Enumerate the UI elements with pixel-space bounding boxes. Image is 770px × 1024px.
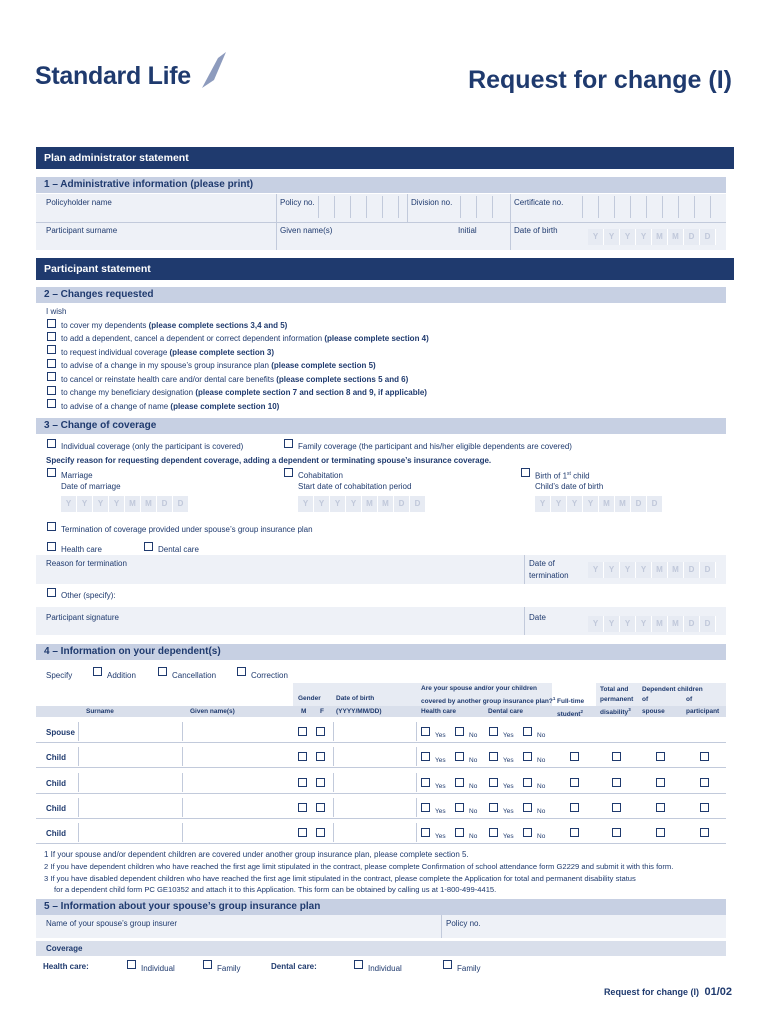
health-no-checkbox[interactable] [455,828,464,837]
birth-child-checkbox[interactable] [521,468,530,477]
option-label: to cancel or reinstate health care and/or dental care benefits (please complete sections 5 and 6) [61,375,409,384]
s5-dental-family-label: Family [457,964,481,973]
total-header-3: disability$^3$ [600,707,631,717]
date-digit-cell[interactable]: D [684,229,700,245]
correction-label: Correction [251,671,288,680]
option-label: to request individual coverage (please complete section 3) [61,348,274,357]
surname-cell[interactable] [78,773,181,792]
no-label: No [469,732,478,739]
yes-label: Yes [435,783,446,790]
dob-cell[interactable] [333,798,417,817]
section2-header: 2 – Changes requested [36,287,726,303]
footnote-2: 2 If you have dependent children who have reached the first age limit stipulated in the contract, please complete Confirmation of school attendance form G2229 and submit it with this form. [44,862,674,871]
policyholder-name-label: Policyholder name [46,198,112,207]
date-digit-cell[interactable]: M [668,562,684,578]
yes-label: Yes [503,757,514,764]
addition-label: Addition [107,671,136,680]
yes-label: Yes [503,783,514,790]
s5-health-individual-label: Individual [141,964,175,973]
option-label: to advise of a change in my spouse’s group insurance plan (please complete section 5) [61,361,376,370]
gender-f-checkbox[interactable] [316,828,325,837]
s5-dental-individual-label: Individual [368,964,402,973]
date-digit-cell[interactable]: Y [583,496,599,512]
date-digit-cell[interactable]: Y [314,496,330,512]
option-label: to cover my dependents (please complete sections 3,4 and 5) [61,321,288,330]
health-care-checkbox[interactable] [47,542,56,551]
signature-date-input[interactable] [588,616,716,632]
given-header: Given name(s) [190,708,235,715]
child-of-spouse-checkbox[interactable] [656,828,665,837]
birth-child-label: Birth of 1st child [535,471,590,481]
disability-checkbox[interactable] [612,828,621,837]
gender-m-checkbox[interactable] [298,828,307,837]
date-of-birth-label: Date of birth [514,226,558,235]
yes-label: Yes [435,757,446,764]
health-yes-checkbox[interactable] [421,778,430,787]
date-digit-cell[interactable]: D [684,616,700,632]
date-digit-cell[interactable]: Y [567,496,583,512]
yes-label: Yes [435,808,446,815]
option-beneficiary-checkbox[interactable] [47,386,56,395]
no-label: No [537,808,546,815]
coverage-label: Coverage [46,944,83,953]
date-digit-cell[interactable]: Y [620,616,636,632]
surname-header: Surname [86,708,114,715]
dental-care-checkbox[interactable] [144,542,153,551]
reason-termination-label: Reason for termination [46,559,127,568]
given-name-cell[interactable] [182,722,292,741]
footnote-3-cont: for a dependent child form PC GE10352 and attach it to this Application. This form can be obtained by calling us at 1-800-499-4415. [54,885,497,894]
date-digit-cell[interactable]: Y [77,496,93,512]
covered-header-1: Are your spouse and/or your children [421,685,537,692]
child-of-participant-checkbox[interactable] [700,828,709,837]
disability-checkbox[interactable] [612,803,621,812]
date-digit-cell[interactable]: Y [620,562,636,578]
footnote-3: 3 If you have disabled dependent children who have reached the first age limit stipulated in the contract, please complete the Application for total and permanent disability status [44,874,636,883]
individual-coverage-checkbox[interactable] [47,439,56,448]
cohabitation-checkbox[interactable] [284,468,293,477]
option-spouse-plan-change-checkbox[interactable] [47,359,56,368]
other-checkbox[interactable] [47,588,56,597]
policy-no-label: Policy no. [280,198,315,207]
date-digit-cell[interactable]: Y [298,496,314,512]
other-label: Other (specify): [61,591,116,600]
date-digit-cell[interactable]: D [700,562,716,578]
covered-header-2: covered by another group insurance plan?$^1$ [421,696,556,706]
date-digit-cell[interactable]: Y [535,496,551,512]
date-digit-cell[interactable]: M [362,496,378,512]
date-digit-cell[interactable]: Y [109,496,125,512]
dental-no-checkbox[interactable] [523,778,532,787]
row-type-label: Spouse [46,728,75,737]
date-digit-cell[interactable]: Y [61,496,77,512]
dob-date-input[interactable] [588,229,716,245]
marriage-label: Marriage [61,471,93,480]
health-care-label: Health care [61,545,102,554]
health-no-checkbox[interactable] [455,727,464,736]
start-cohabitation-label: Start date of cohabitation period [298,482,412,491]
termination-label: Termination of coverage provided under spouse’s group insurance plan [61,525,313,534]
insurer-label: Name of your spouse’s group insurer [46,919,178,928]
s5-dental-individual-checkbox[interactable] [354,960,363,969]
of-participant-header: of [686,696,693,703]
health-yes-checkbox[interactable] [421,828,430,837]
plan-admin-bar: Plan administrator statement [36,147,734,169]
row-type-label: Child [46,829,66,838]
signature-date-label: Date [529,613,546,622]
brand-name: Standard Life [35,62,191,90]
date-digit-cell[interactable]: Y [604,562,620,578]
document-title: Request for change (I) [468,66,732,94]
dental-yes-checkbox[interactable] [489,727,498,736]
date-digit-cell[interactable]: Y [588,229,604,245]
dependent-children-header: Dependent children [642,686,703,693]
date-digit-cell[interactable]: M [125,496,141,512]
date-digit-cell[interactable]: M [668,616,684,632]
no-label: No [537,732,546,739]
gender-m-checkbox[interactable] [298,778,307,787]
child-of-spouse-checkbox[interactable] [656,803,665,812]
fulltime-header-1: Full-time [557,698,585,705]
no-label: No [537,757,546,764]
health-no-checkbox[interactable] [455,752,464,761]
dob-cell[interactable] [333,722,417,741]
given-name-cell[interactable] [182,798,292,817]
specify-label: Specify [46,671,73,680]
health-yes-checkbox[interactable] [421,803,430,812]
cancellation-label: Cancellation [172,671,217,680]
s5-health-individual-checkbox[interactable] [127,960,136,969]
date-digit-cell[interactable]: D [647,496,663,512]
i-wish-label: I wish [46,307,67,316]
marriage-checkbox[interactable] [47,468,56,477]
of-spouse-header: of [642,696,649,703]
spouse-policy-no-label: Policy no. [446,919,481,928]
child-of-spouse-checkbox[interactable] [656,752,665,761]
given-name-cell[interactable] [182,747,292,766]
dental-no-checkbox[interactable] [523,803,532,812]
date-digit-cell[interactable]: Y [330,496,346,512]
date-digit-cell[interactable]: Y [636,616,652,632]
termination-date-input[interactable] [588,562,716,578]
fulltime-student-checkbox[interactable] [570,752,579,761]
date-digit-cell[interactable]: D [173,496,189,512]
dental-no-checkbox[interactable] [523,752,532,761]
fulltime-student-checkbox[interactable] [570,803,579,812]
coverage-band [36,941,726,956]
marriage-date-input[interactable] [61,496,189,512]
date-digit-cell[interactable]: D [700,229,716,245]
date-digit-cell[interactable]: M [378,496,394,512]
gender-f-checkbox[interactable] [316,778,325,787]
section4-header: 4 – Information on your dependent(s) [36,644,726,660]
health-no-checkbox[interactable] [455,803,464,812]
dob-cell[interactable] [333,773,417,792]
date-digit-cell[interactable]: Y [636,562,652,578]
no-label: No [537,783,546,790]
family-coverage-checkbox[interactable] [284,439,293,448]
date-digit-cell[interactable]: Y [93,496,109,512]
date-digit-cell[interactable]: D [394,496,410,512]
f-header: F [320,708,324,715]
option-name-change-checkbox[interactable] [47,399,56,408]
yes-label: Yes [503,808,514,815]
date-digit-cell[interactable]: Y [604,229,620,245]
no-label: No [469,757,478,764]
child-of-participant-checkbox[interactable] [700,803,709,812]
date-digit-cell[interactable]: Y [620,229,636,245]
date-digit-cell[interactable]: D [684,562,700,578]
given-name-cell[interactable] [182,823,292,842]
health-yes-checkbox[interactable] [421,752,430,761]
certificate-no-label: Certificate no. [514,198,564,207]
addition-checkbox[interactable] [93,667,102,676]
yes-label: Yes [503,732,514,739]
total-header-2: permanent [600,696,634,703]
s5-dental-care-label: Dental care: [271,962,317,971]
dob-cell[interactable] [333,747,417,766]
dental-care-label: Dental care [158,545,199,554]
dental-yes-checkbox[interactable] [489,803,498,812]
date-digit-cell[interactable]: Y [346,496,362,512]
fulltime-student-checkbox[interactable] [570,778,579,787]
fulltime-header-2: student$^2$ [557,709,583,719]
date-digit-cell[interactable]: M [141,496,157,512]
s5-health-family-checkbox[interactable] [203,960,212,969]
row-type-label: Child [46,804,66,813]
date-digit-cell[interactable]: D [410,496,426,512]
s5-health-family-label: Family [217,964,241,973]
date-of-marriage-label: Date of marriage [61,482,121,491]
dental-no-checkbox[interactable] [523,828,532,837]
dob-header: Date of birth [336,695,375,702]
s5-health-care-label: Health care: [43,962,89,971]
footer-code: 01/02 [704,986,732,998]
participant-header: participant [686,708,720,715]
child-dob-input[interactable] [535,496,663,512]
footer [604,986,732,998]
surname-cell[interactable] [78,823,181,842]
date-digit-cell[interactable]: Y [604,616,620,632]
date-digit-cell[interactable]: M [652,616,668,632]
cohabitation-date-input[interactable] [298,496,426,512]
date-digit-cell[interactable]: D [157,496,173,512]
gender-f-checkbox[interactable] [316,727,325,736]
dental-yes-checkbox[interactable] [489,752,498,761]
total-header-1: Total and [600,686,629,693]
date-digit-cell[interactable]: Y [588,616,604,632]
surname-cell[interactable] [78,747,181,766]
date-digit-cell[interactable]: M [599,496,615,512]
gender-m-checkbox[interactable] [298,803,307,812]
m-header: M [301,708,307,715]
date-digit-cell[interactable]: Y [551,496,567,512]
child-of-spouse-checkbox[interactable] [656,778,665,787]
date-digit-cell[interactable]: Y [636,229,652,245]
date-digit-cell[interactable]: M [652,229,668,245]
yes-label: Yes [435,732,446,739]
division-no-label: Division no. [411,198,453,207]
participant-signature-label: Participant signature [46,613,119,622]
dental-yes-checkbox[interactable] [489,778,498,787]
family-coverage-label: Family coverage (the participant and his/her eligible dependents are covered) [298,442,572,451]
logo-swoosh-icon [200,50,230,90]
option-cancel-reinstate-checkbox[interactable] [47,372,56,381]
fulltime-student-checkbox[interactable] [570,828,579,837]
footer-label: Request for change (I) [603,987,699,997]
dental-header: Dental care [488,708,524,715]
option-add-dependent-checkbox[interactable] [47,332,56,341]
date-digit-cell[interactable]: M [652,562,668,578]
individual-coverage-label: Individual coverage (only the participant is covered) [61,442,244,451]
option-label: to change my beneficiary designation (please complete section 7 and section 8 and 9, if applicable) [61,388,427,397]
surname-cell[interactable] [78,722,181,741]
gender-header: Gender [298,695,321,702]
gender-f-checkbox[interactable] [316,752,325,761]
cancellation-checkbox[interactable] [158,667,167,676]
surname-cell[interactable] [78,798,181,817]
no-label: No [469,833,478,840]
health-no-checkbox[interactable] [455,778,464,787]
initial-label: Initial [458,226,477,235]
row-type-label: Child [46,753,66,762]
spouse-header: spouse [642,708,665,715]
no-label: No [469,808,478,815]
row-type-label: Child [46,779,66,788]
given-names-label: Given name(s) [280,226,333,235]
date-digit-cell[interactable]: D [631,496,647,512]
brand-logo [35,62,191,91]
health-header: Health care [421,708,457,715]
section1-header: 1 – Administrative information (please print) [36,177,726,193]
child-of-participant-checkbox[interactable] [700,752,709,761]
gender-m-checkbox[interactable] [298,727,307,736]
date-digit-cell[interactable]: M [615,496,631,512]
section3-header: 3 – Change of coverage [36,418,726,434]
child-dob-label: Child’s date of birth [535,482,604,491]
footnote-1: 1 If your spouse and/or dependent children are covered under another group insurance plan, please complete section 5. [44,850,469,859]
child-of-participant-checkbox[interactable] [700,778,709,787]
correction-checkbox[interactable] [237,667,246,676]
yes-label: Yes [503,833,514,840]
participant-surname-label: Participant surname [46,226,118,235]
dob-format-header: (YYYY/MM/DD) [336,708,382,715]
specify-reason-label: Specify reason for requesting dependent coverage, adding a dependent or terminating spouse’s insurance coverage. [46,456,492,465]
termination-checkbox[interactable] [47,522,56,531]
s5-dental-family-checkbox[interactable] [443,960,452,969]
health-yes-checkbox[interactable] [421,727,430,736]
dob-cell[interactable] [333,823,417,842]
date-digit-cell[interactable]: D [700,616,716,632]
option-cover-dependents-checkbox[interactable] [47,319,56,328]
gender-f-checkbox[interactable] [316,803,325,812]
no-label: No [537,833,546,840]
disability-checkbox[interactable] [612,752,621,761]
termination-word-label: termination [529,571,569,580]
gender-m-checkbox[interactable] [298,752,307,761]
cohabitation-label: Cohabitation [298,471,343,480]
given-name-cell[interactable] [182,773,292,792]
date-digit-cell[interactable]: Y [588,562,604,578]
option-label: to add a dependent, cancel a dependent or correct dependent information (please complete section 4) [61,334,429,343]
yes-label: Yes [435,833,446,840]
date-digit-cell[interactable]: M [668,229,684,245]
section5-header: 5 – Information about your spouse’s group insurance plan [36,899,726,915]
option-label: to advise of a change of name (please complete section 10) [61,402,280,411]
dental-no-checkbox[interactable] [523,727,532,736]
disability-checkbox[interactable] [612,778,621,787]
date-of-label: Date of [529,559,555,568]
dental-yes-checkbox[interactable] [489,828,498,837]
participant-bar: Participant statement [36,258,734,280]
option-individual-coverage-checkbox[interactable] [47,345,56,354]
no-label: No [469,783,478,790]
